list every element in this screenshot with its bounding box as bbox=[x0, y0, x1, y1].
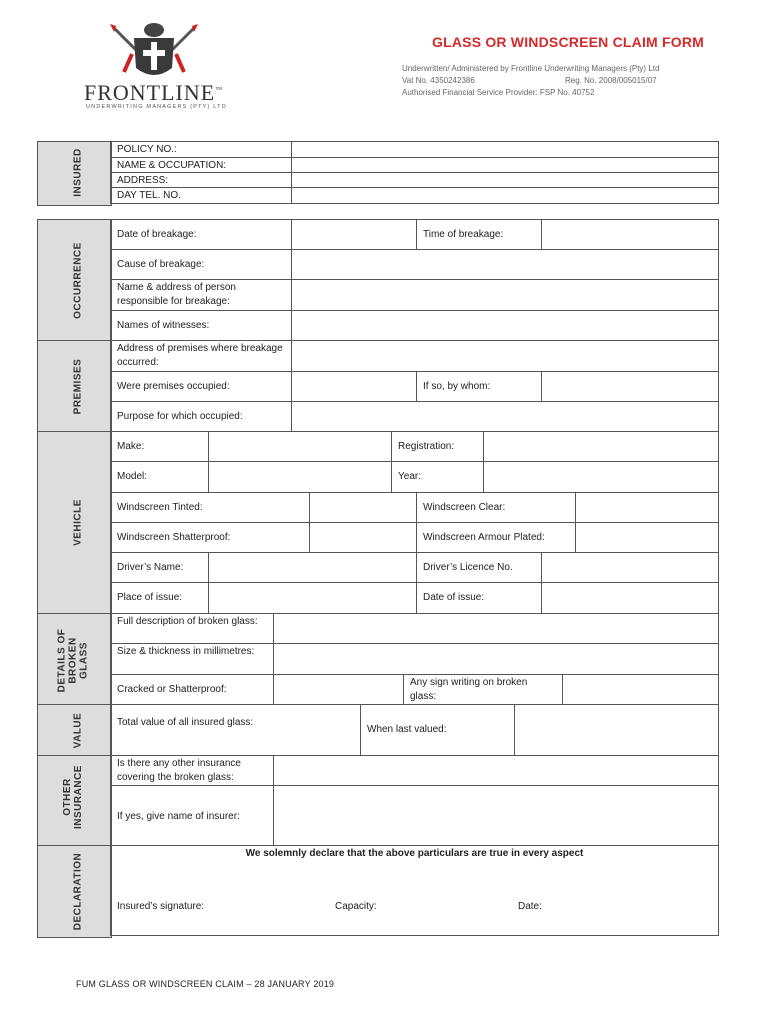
driver-name-field[interactable] bbox=[208, 552, 417, 583]
section-insured bbox=[37, 141, 112, 206]
value-label: VALUE bbox=[72, 712, 84, 749]
premises-address-field[interactable] bbox=[291, 340, 719, 372]
section-other-insurance bbox=[37, 755, 112, 848]
make-label: Make: bbox=[110, 431, 209, 462]
time-breakage-field[interactable] bbox=[541, 219, 719, 250]
witnesses-label: Names of witnesses: bbox=[110, 310, 292, 341]
witnesses-field[interactable] bbox=[291, 310, 719, 341]
fsp-number: Authorised Financial Service Provider: FSP No. 40752 bbox=[402, 88, 595, 97]
model-field[interactable] bbox=[208, 461, 392, 493]
reg-number: Reg. No. 2008/005015/07 bbox=[565, 76, 657, 85]
brand-name: FRONTLINE™ bbox=[84, 80, 224, 105]
policy-label: POLICY NO.: bbox=[110, 141, 292, 158]
insurer-name-label: If yes, give name of insurer: bbox=[110, 785, 274, 846]
last-valued-field[interactable] bbox=[514, 704, 719, 756]
time-breakage-label: Time of breakage: bbox=[416, 219, 542, 250]
premises-label: PREMISES bbox=[72, 358, 84, 415]
year-field[interactable] bbox=[483, 461, 719, 493]
address-field[interactable] bbox=[291, 172, 719, 188]
other-insurance-q-label: Is there any other insurance covering the broken glass: bbox=[110, 755, 274, 786]
date-breakage-label: Date of breakage: bbox=[110, 219, 292, 250]
year-label: Year: bbox=[391, 461, 484, 493]
tinted-label: Windscreen Tinted: bbox=[110, 492, 310, 523]
armour-plated-field[interactable] bbox=[575, 522, 719, 553]
date-label: Date: bbox=[518, 901, 542, 912]
day-tel-label: DAY TEL. NO. bbox=[110, 187, 292, 204]
brand-subtitle: UNDERWRITING MANAGERS (PTY) LTD bbox=[86, 104, 227, 110]
other-insurance-label: OTHER INSURANCE bbox=[62, 765, 84, 829]
section-vehicle bbox=[37, 431, 112, 616]
signature-label: Insured’s signature: bbox=[117, 901, 205, 912]
date-issue-field[interactable] bbox=[541, 582, 719, 614]
cause-field[interactable] bbox=[291, 249, 719, 280]
total-value-label: Total value of all insured glass: bbox=[110, 704, 361, 756]
footer-text: FUM GLASS OR WINDSCREEN CLAIM – 28 JANUARY 2019 bbox=[76, 979, 335, 989]
declaration-statement: We solemnly declare that the above particulars are true in every aspect bbox=[245, 848, 584, 859]
declaration-label: DECLARATION bbox=[72, 852, 84, 931]
responsible-label: Name & address of person responsible for breakage: bbox=[110, 279, 292, 311]
armour-plated-label: Windscreen Armour Plated: bbox=[416, 522, 576, 553]
cracked-field[interactable] bbox=[273, 674, 404, 705]
section-premises bbox=[37, 340, 112, 434]
section-declaration bbox=[37, 845, 112, 938]
underwritten-text: Underwritten/ Administered by Frontline Underwriting Managers (Pty) Ltd bbox=[402, 64, 660, 73]
driver-name-label: Driver’s Name: bbox=[110, 552, 209, 583]
policy-field[interactable] bbox=[291, 141, 719, 158]
signwriting-label: Any sign writing on broken glass: bbox=[403, 674, 563, 705]
licence-field[interactable] bbox=[541, 552, 719, 583]
size-thickness-label: Size & thickness in millimetres: bbox=[110, 643, 274, 675]
by-whom-label: If so, by whom: bbox=[416, 371, 542, 402]
premises-occupied-field[interactable] bbox=[291, 371, 417, 402]
section-value bbox=[37, 704, 112, 758]
signwriting-field[interactable] bbox=[562, 674, 719, 705]
name-occupation-label: NAME & OCCUPATION: bbox=[110, 157, 292, 173]
insurer-name-field[interactable] bbox=[273, 785, 719, 846]
broken-glass-label: DETAILS OF BROKEN GLASS bbox=[56, 628, 90, 693]
shatterproof-label: Windscreen Shatterproof: bbox=[110, 522, 310, 553]
make-field[interactable] bbox=[208, 431, 392, 462]
registration-label: Registration: bbox=[391, 431, 484, 462]
shatterproof-field[interactable] bbox=[309, 522, 417, 553]
occurrence-label: OCCURRENCE bbox=[72, 242, 84, 319]
cracked-label: Cracked or Shatterproof: bbox=[110, 674, 274, 705]
capacity-label: Capacity: bbox=[335, 901, 377, 912]
description-label: Full description of broken glass: bbox=[110, 613, 274, 644]
vat-number: Vat No. 4350242386 bbox=[402, 76, 475, 85]
purpose-field[interactable] bbox=[291, 401, 719, 432]
date-issue-label: Date of issue: bbox=[416, 582, 542, 614]
address-label: ADDRESS: bbox=[110, 172, 292, 188]
model-label: Model: bbox=[110, 461, 209, 493]
purpose-label: Purpose for which occupied: bbox=[110, 401, 292, 432]
vehicle-label: VEHICLE bbox=[72, 499, 84, 546]
premises-address-label: Address of premises where breakage occurred: bbox=[110, 340, 292, 372]
licence-label: Driver’s Licence No. bbox=[416, 552, 542, 583]
section-occurrence bbox=[37, 219, 112, 343]
registration-field[interactable] bbox=[483, 431, 719, 462]
place-issue-field[interactable] bbox=[208, 582, 417, 614]
day-tel-field[interactable] bbox=[291, 187, 719, 204]
form-title: GLASS OR WINDSCREEN CLAIM FORM bbox=[432, 34, 704, 50]
clear-field[interactable] bbox=[575, 492, 719, 523]
cause-label: Cause of breakage: bbox=[110, 249, 292, 280]
tinted-field[interactable] bbox=[309, 492, 417, 523]
last-valued-label: When last valued: bbox=[360, 704, 515, 756]
name-occupation-field[interactable] bbox=[291, 157, 719, 173]
date-breakage-field[interactable] bbox=[291, 219, 417, 250]
by-whom-field[interactable] bbox=[541, 371, 719, 402]
clear-label: Windscreen Clear: bbox=[416, 492, 576, 523]
crest-icon bbox=[110, 23, 198, 75]
responsible-field[interactable] bbox=[291, 279, 719, 311]
section-broken-glass bbox=[37, 613, 112, 707]
size-thickness-field[interactable] bbox=[273, 643, 719, 675]
other-insurance-q-field[interactable] bbox=[273, 755, 719, 786]
place-issue-label: Place of issue: bbox=[110, 582, 209, 614]
insured-label: INSURED bbox=[72, 148, 84, 197]
premises-occupied-label: Were premises occupied: bbox=[110, 371, 292, 402]
description-field[interactable] bbox=[273, 613, 719, 644]
